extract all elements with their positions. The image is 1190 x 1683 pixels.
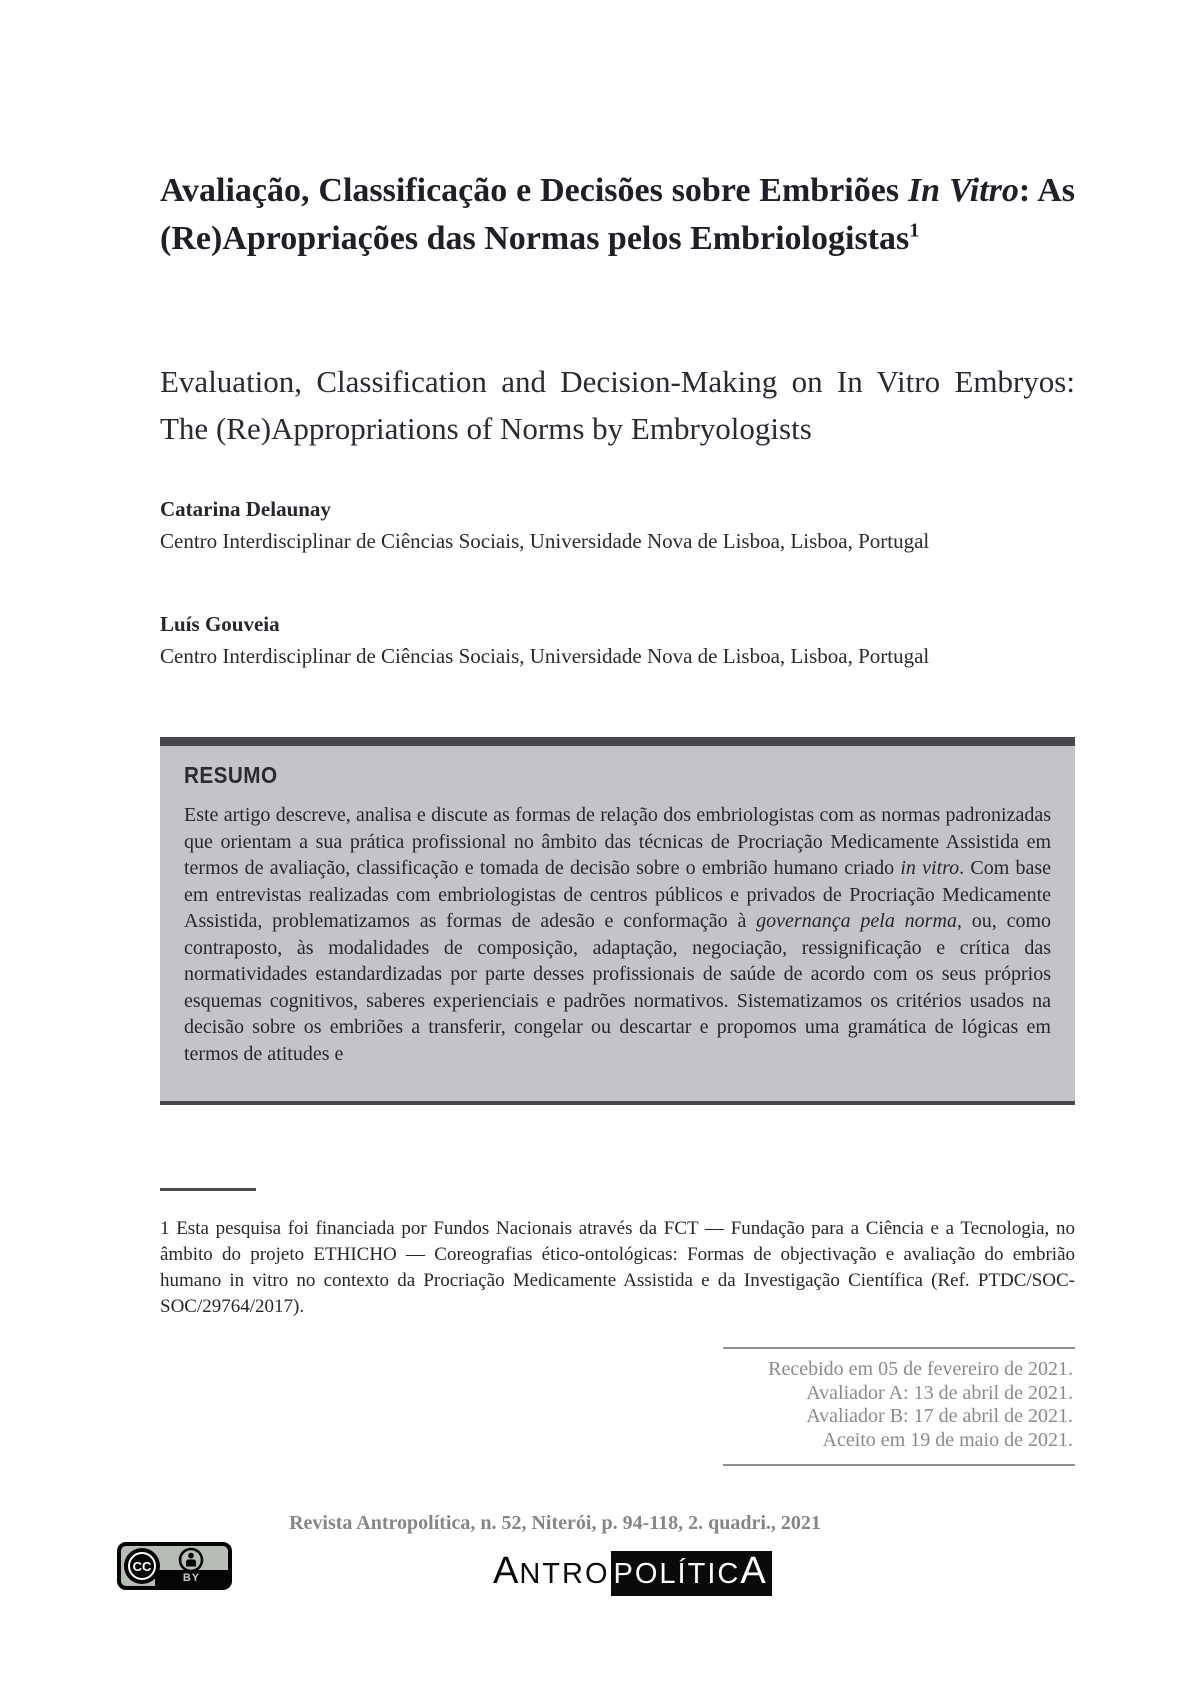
abstract-part1: Este artigo descreve, analisa e discute as formas de relação dos embriologistas com as normas padronizadas que orientam a sua prática profissional no âmbito das técnicas de Procriação Medicamente Assistida em termos de avaliação, classificação e tomada de decisão sobre o embrião humano criado: [184, 804, 1051, 879]
person-icon: [178, 1547, 204, 1573]
author-block-1: [160, 494, 1075, 556]
logo-dark-part: [611, 1551, 772, 1596]
abstract-box: [160, 737, 1075, 1105]
article-title-pt: [160, 167, 1075, 263]
logo-light-part: [493, 1551, 610, 1594]
date-received: Recebido em 05 de fevereiro de 2021.: [768, 1358, 1073, 1380]
footnote-text: 1 Esta pesquisa foi financiada por Fundos Nacionais através da FCT — Fundação para a Ciência e a Tecnologia, no âmbito do projeto ETHICHO — Coreografias ético-ontológicas: Formas de objectivação e avaliação do embrião humano in vitro no contexto da Procriação Medicamente Assistida e da Investigação Científica (Ref. PTDC/SOC-SOC/29764/2017).: [160, 1218, 1075, 1317]
author-name: Luís Gouveia: [160, 612, 280, 636]
title-pt-part1: Avaliação, Classificação e Decisões sobre Embriões: [160, 171, 908, 209]
logo-ntro: NTRO: [519, 1558, 610, 1590]
cc-letters: CC: [132, 1558, 152, 1574]
cc-by-label: BY: [182, 1571, 201, 1584]
date-reviewer-a: Avaliador A: 13 de abril de 2021.: [806, 1381, 1073, 1404]
title-pt-italic: In Vitro: [907, 171, 1019, 209]
author-affiliation: Centro Interdisciplinar de Ciências Sociais, Universidade Nova de Lisboa, Lisboa, Portugal: [160, 529, 930, 553]
abstract-italic-2: governança pela norma: [756, 910, 957, 932]
abstract-part3: , ou, como contraposto, às modalidades de composição, adaptação, negociação, ressignificação e crítica das normatividades estandardizadas por parte desses profissionais de saúde de acordo com os seus próprios esquemas cognitivos, saberes experienciais e padrões normativos. Sistematizamos os critérios usados na decisão sobre os embriões a transferir, congelar ou descartar e propomos uma gramática de lógicas em termos de atitudes e: [184, 910, 1051, 1065]
logo-initial-a: A: [493, 1550, 520, 1592]
abstract-text: [184, 802, 1051, 1067]
date-reviewer-b: Avaliador B: 17 de abril de 2021.: [806, 1405, 1073, 1427]
logo-politic: POLÍTIC: [613, 1558, 741, 1590]
journal-citation: Revista Antropolítica, n. 52, Niterói, p. 94-118, 2. quadri., 2021: [289, 1512, 821, 1534]
abstract-italic-1: in vitro: [900, 857, 960, 879]
author-block-2: [160, 609, 1075, 671]
antropolitica-logo: [493, 1551, 772, 1591]
author-affiliation: Centro Interdisciplinar de Ciências Sociais, Universidade Nova de Lisboa, Lisboa, Portugal: [160, 644, 930, 668]
footnote-divider: [160, 1188, 256, 1191]
footnote-reference: 1: [909, 219, 920, 242]
abstract-part2: . Com base em entrevistas realizadas com embriologistas de centros públicos e privados de Procriação Medicamente Assistida, problematizamos as formas de adesão e conformação à: [184, 857, 1051, 932]
article-title-en: Evaluation, Classification and Decision-Making on In Vitro Embryos: The (Re)Appropriations of Norms by Embryologists: [160, 363, 1075, 446]
author-name: Catarina Delaunay: [160, 497, 331, 521]
cc-ring: [128, 1552, 156, 1580]
cc-logo-icon: [124, 1548, 160, 1584]
cc-by-badge: [117, 1542, 232, 1590]
date-accepted: Aceito em 19 de maio de 2021.: [822, 1428, 1073, 1451]
title-pt-part2: : As (Re)Apropriações das Normas pelos Embriologistas: [160, 171, 1075, 257]
abstract-heading: RESUMO: [184, 762, 278, 788]
logo-final-a: A: [740, 1550, 767, 1592]
review-dates: [723, 1347, 1075, 1466]
